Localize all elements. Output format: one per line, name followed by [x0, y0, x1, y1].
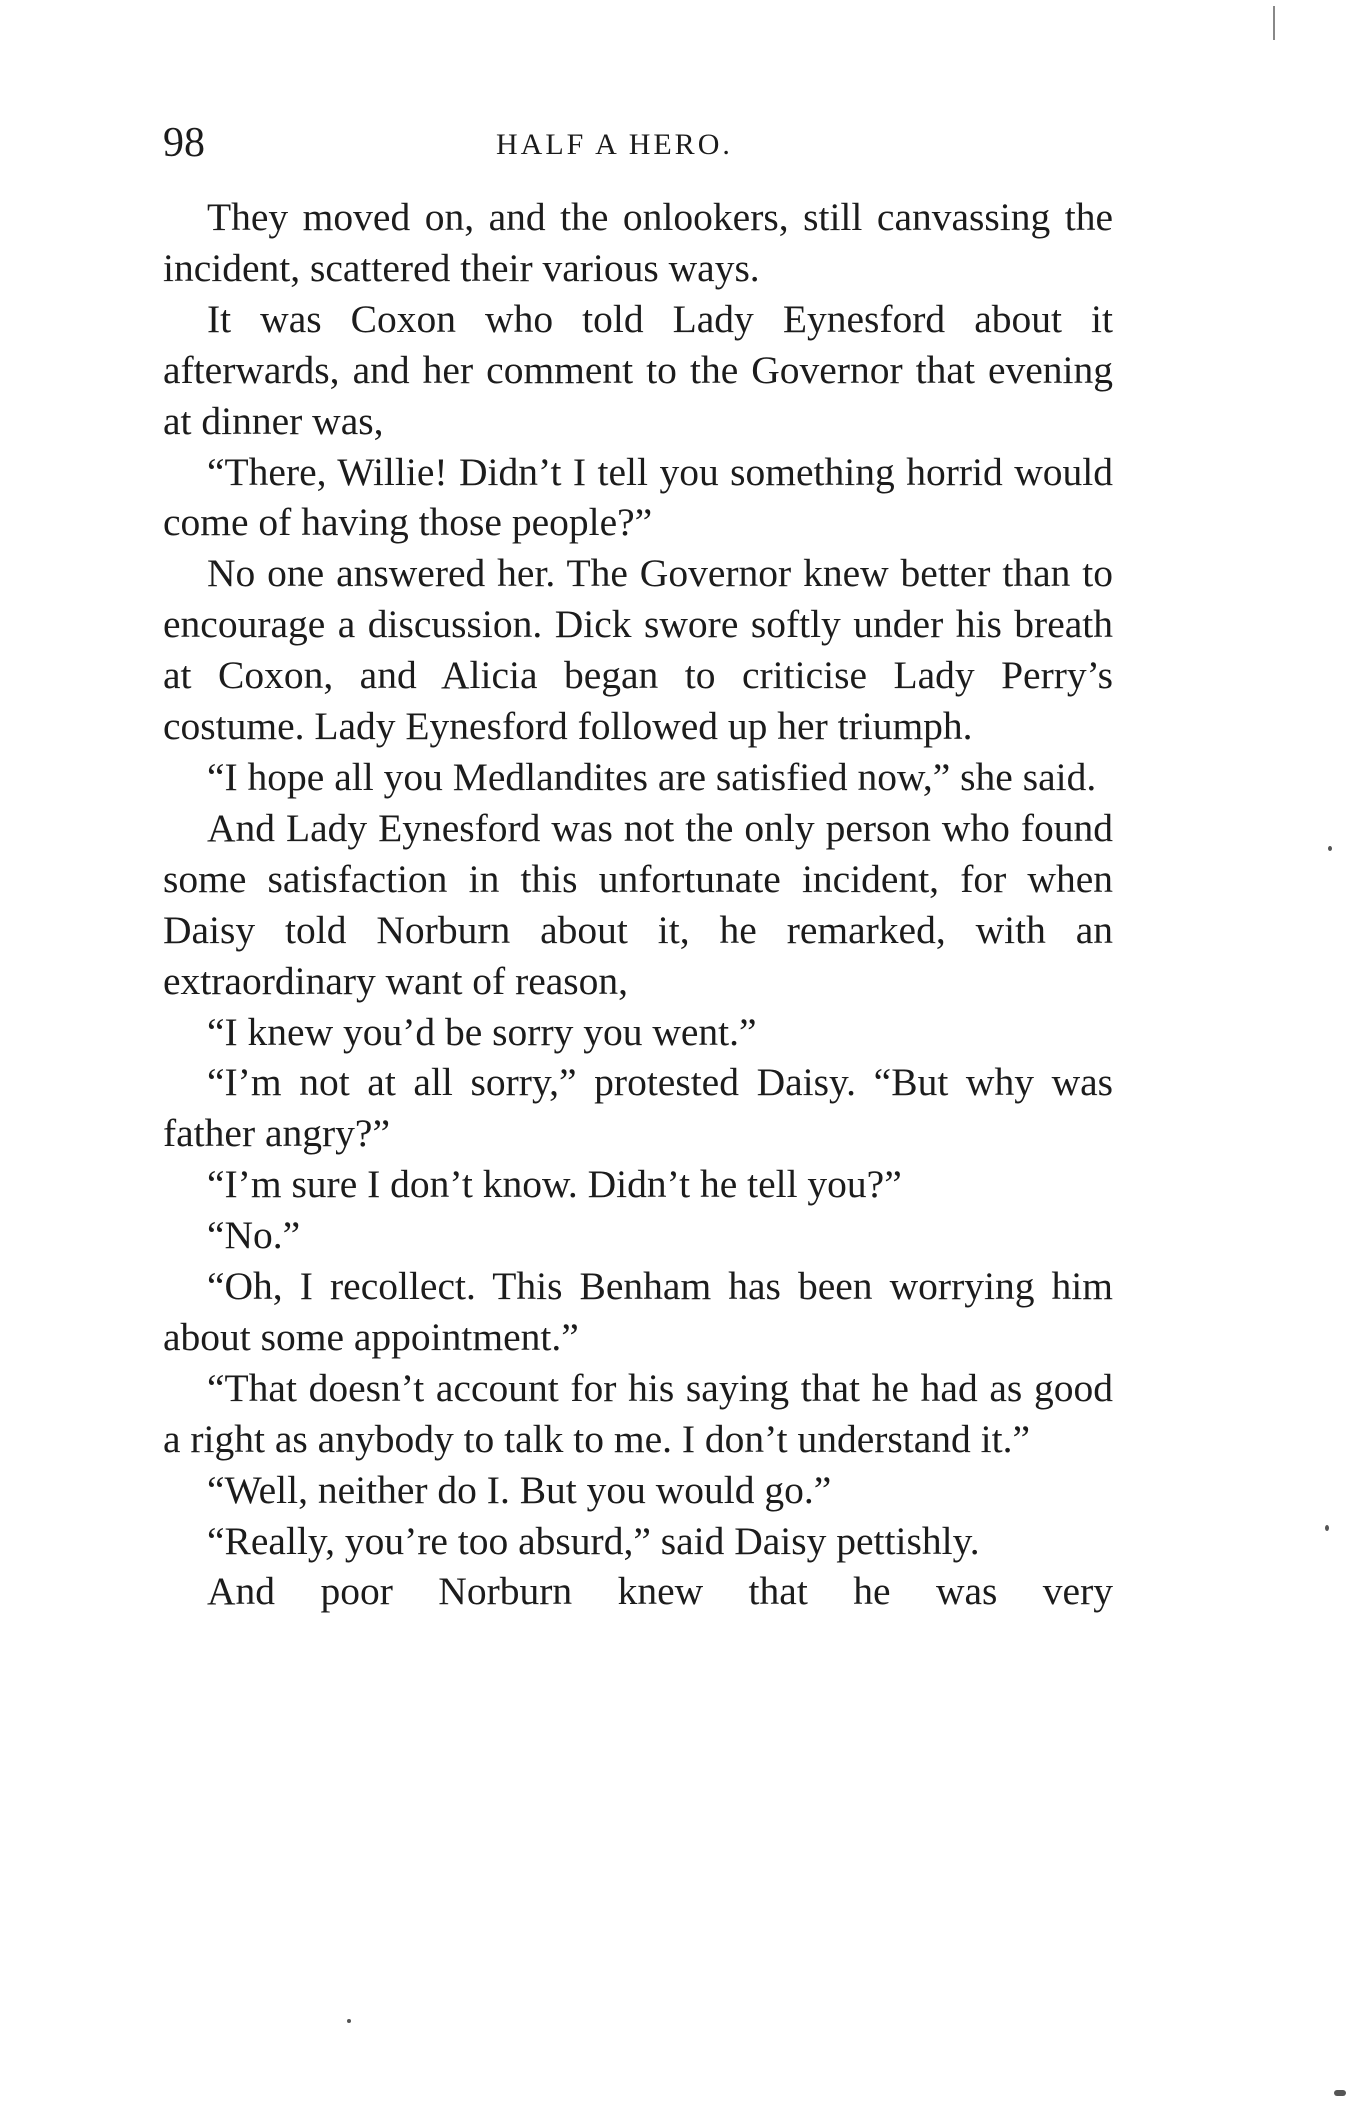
paragraph: “No.”	[207, 1213, 301, 1258]
paragraph: And Lady Eynesford was not the only person who found some satisfaction in this unfortunate incident, for when Daisy told Norburn about it, he remarked, with an extraordinary want of reason,	[163, 805, 1113, 1003]
paragraph-continued: And poor Norburn knew that he was very	[207, 1569, 1113, 1614]
page-number: 98	[163, 120, 205, 166]
paragraph: “Oh, I recollect. This Benham has been worrying him about some appointment.”	[163, 1264, 1113, 1359]
paragraph: No one answered her. The Governor knew better than to encourage a discussion. Dick swore softly under his breath at Coxon, and Alicia began to criticise Lady Perry’s costume. Lady Eynesford followed up her triumph.	[163, 551, 1113, 749]
paragraph: “That doesn’t account for his saying that he had as good a right as anybody to talk to me. I don’t understand it.”	[163, 1365, 1113, 1461]
paragraph: “Well, neither do I. But you would go.”	[207, 1467, 832, 1512]
running-title: HALF A HERO.	[496, 128, 733, 161]
paragraph: “There, Willie! Didn’t I tell you something horrid would come of having those people?”	[163, 449, 1113, 545]
running-head	[163, 118, 1113, 168]
paragraph: They moved on, and the onlookers, still canvassing the incident, scattered their various ways.	[163, 195, 1113, 290]
scan-speck	[1334, 2090, 1346, 2096]
paragraph: It was Coxon who told Lady Eynesford about it afterwards, and her comment to the Governor that evening at dinner was,	[163, 296, 1113, 443]
scan-speck	[1328, 846, 1332, 851]
scan-speck	[347, 2019, 351, 2023]
body-text	[163, 192, 1113, 1617]
paragraph: “Really, you’re too absurd,” said Daisy pettishly.	[207, 1518, 980, 1563]
paragraph: “I’m not at all sorry,” protested Daisy. “But why was father angry?”	[163, 1060, 1113, 1156]
paragraph: “I’m sure I don’t know. Didn’t he tell you?”	[207, 1162, 902, 1207]
paragraph: “I hope all you Medlandites are satisfied now,” she said.	[207, 754, 1097, 799]
paragraph: “I knew you’d be sorry you went.”	[207, 1009, 757, 1054]
scan-edge-mark	[1273, 6, 1275, 40]
scan-speck	[1325, 1525, 1329, 1531]
